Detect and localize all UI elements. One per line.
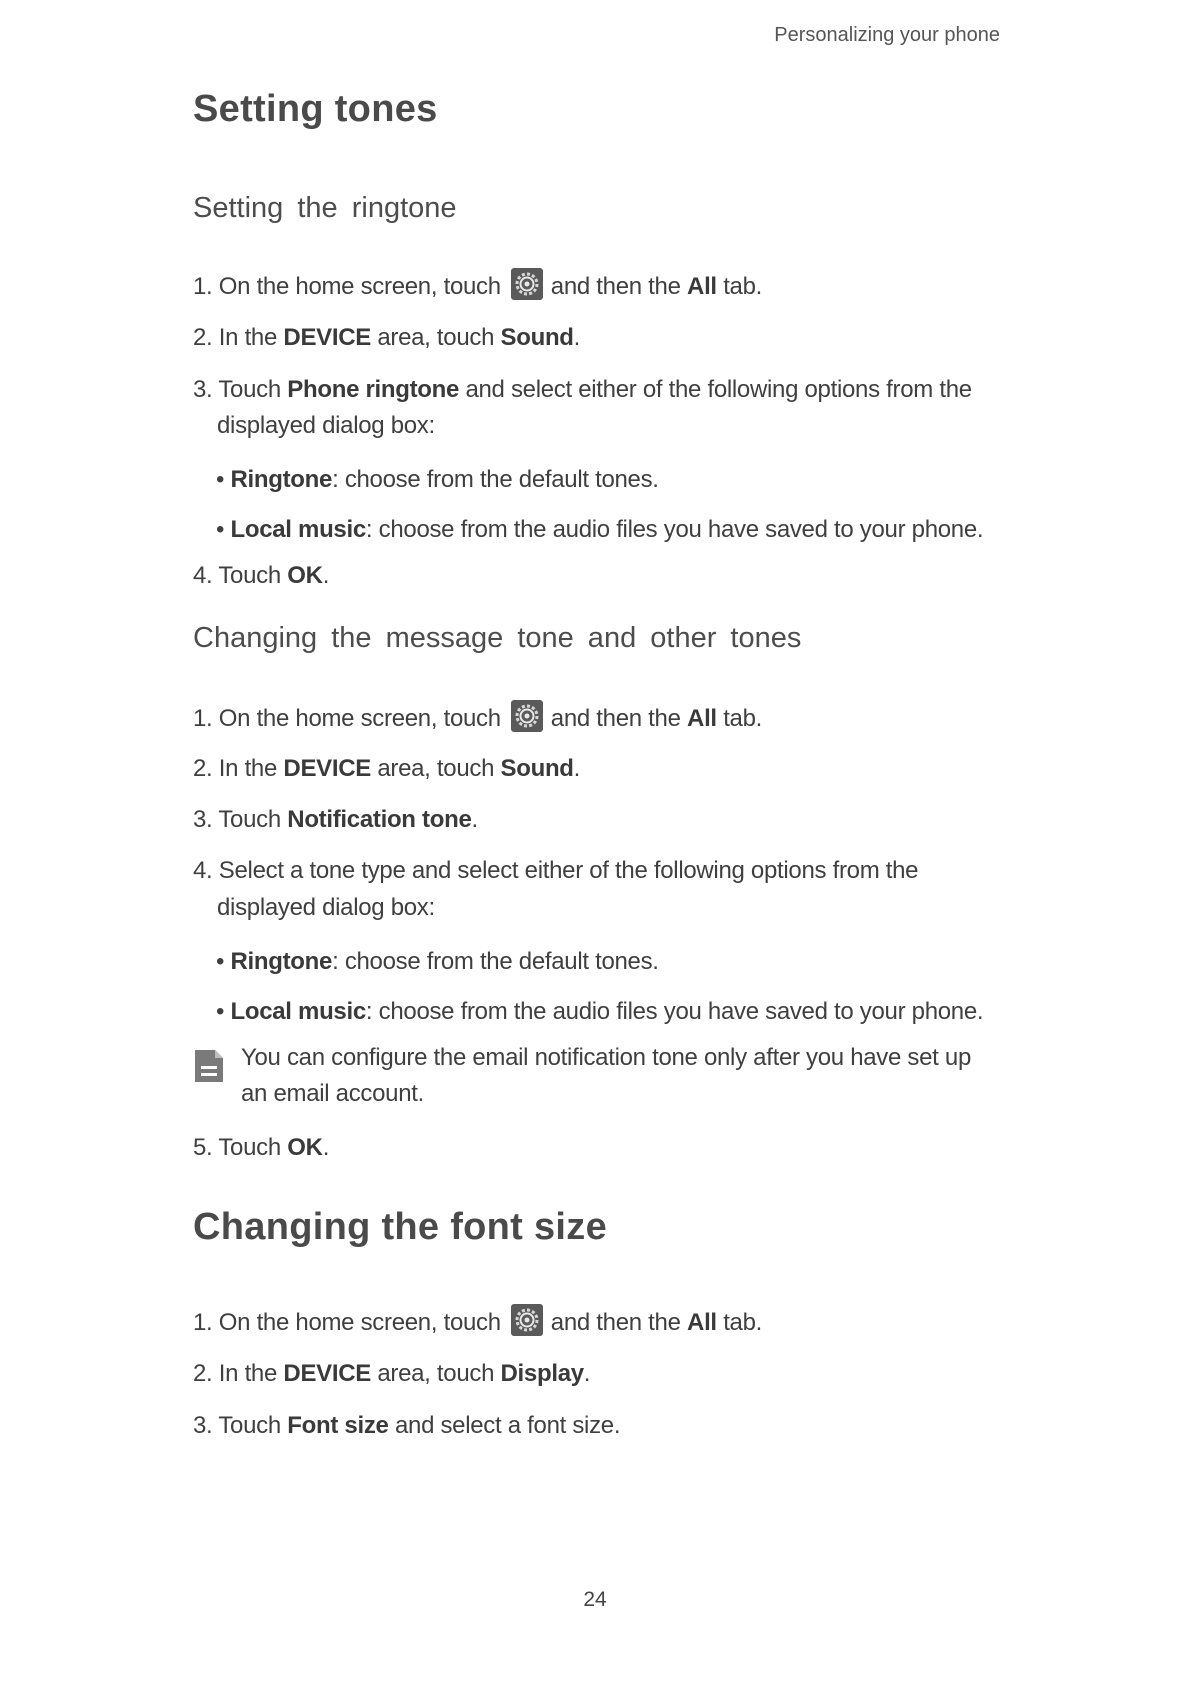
bullet-ringtone: • Ringtone: choose from the default tones.: [216, 948, 659, 975]
settings-gear-icon: [511, 1304, 543, 1336]
bullet-local-music: • Local music: choose from the audio files you have saved to your phone.: [216, 516, 984, 543]
note-icon: [193, 1048, 225, 1084]
settings-gear-icon: [511, 700, 543, 732]
step-3: 3. Touch Font size and select a font size.: [193, 1412, 621, 1439]
section-title-setting-tones: Setting tones: [193, 88, 438, 130]
step-3-continued: displayed dialog box:: [217, 412, 435, 439]
subsection-title-setting-ringtone: Setting the ringtone: [193, 192, 457, 224]
settings-gear-icon: [511, 268, 543, 300]
step-1: 1. On the home screen, touch and then the All tab.: [193, 700, 762, 737]
step-4: 4. Select a tone type and select either of the following options from the: [193, 857, 919, 884]
step-2: 2. In the DEVICE area, touch Sound.: [193, 324, 581, 351]
step-4-continued: displayed dialog box:: [217, 894, 435, 921]
bullet-local-music: • Local music: choose from the audio files you have saved to your phone.: [216, 998, 984, 1025]
step-5: 5. Touch OK.: [193, 1134, 330, 1161]
section-title-changing-font-size: Changing the font size: [193, 1206, 608, 1248]
step-2: 2. In the DEVICE area, touch Sound.: [193, 755, 581, 782]
step-3: 3. Touch Phone ringtone and select either of the following options from the: [193, 376, 972, 403]
step-1: 1. On the home screen, touch and then the All tab.: [193, 1304, 762, 1341]
note-text-line-2: an email account.: [241, 1080, 425, 1107]
step-1: 1. On the home screen, touch and then the All tab.: [193, 268, 762, 305]
step-2: 2. In the DEVICE area, touch Display.: [193, 1360, 591, 1387]
subsection-title-changing-message-tone: Changing the message tone and other tones: [193, 622, 802, 654]
running-header: Personalizing your phone: [774, 24, 1000, 46]
page-number: 24: [583, 1588, 607, 1611]
step-4: 4. Touch OK.: [193, 562, 330, 589]
step-3: 3. Touch Notification tone.: [193, 806, 478, 833]
note-text-line-1: You can configure the email notification tone only after you have set up: [241, 1044, 972, 1071]
bullet-ringtone: • Ringtone: choose from the default tones.: [216, 466, 659, 493]
